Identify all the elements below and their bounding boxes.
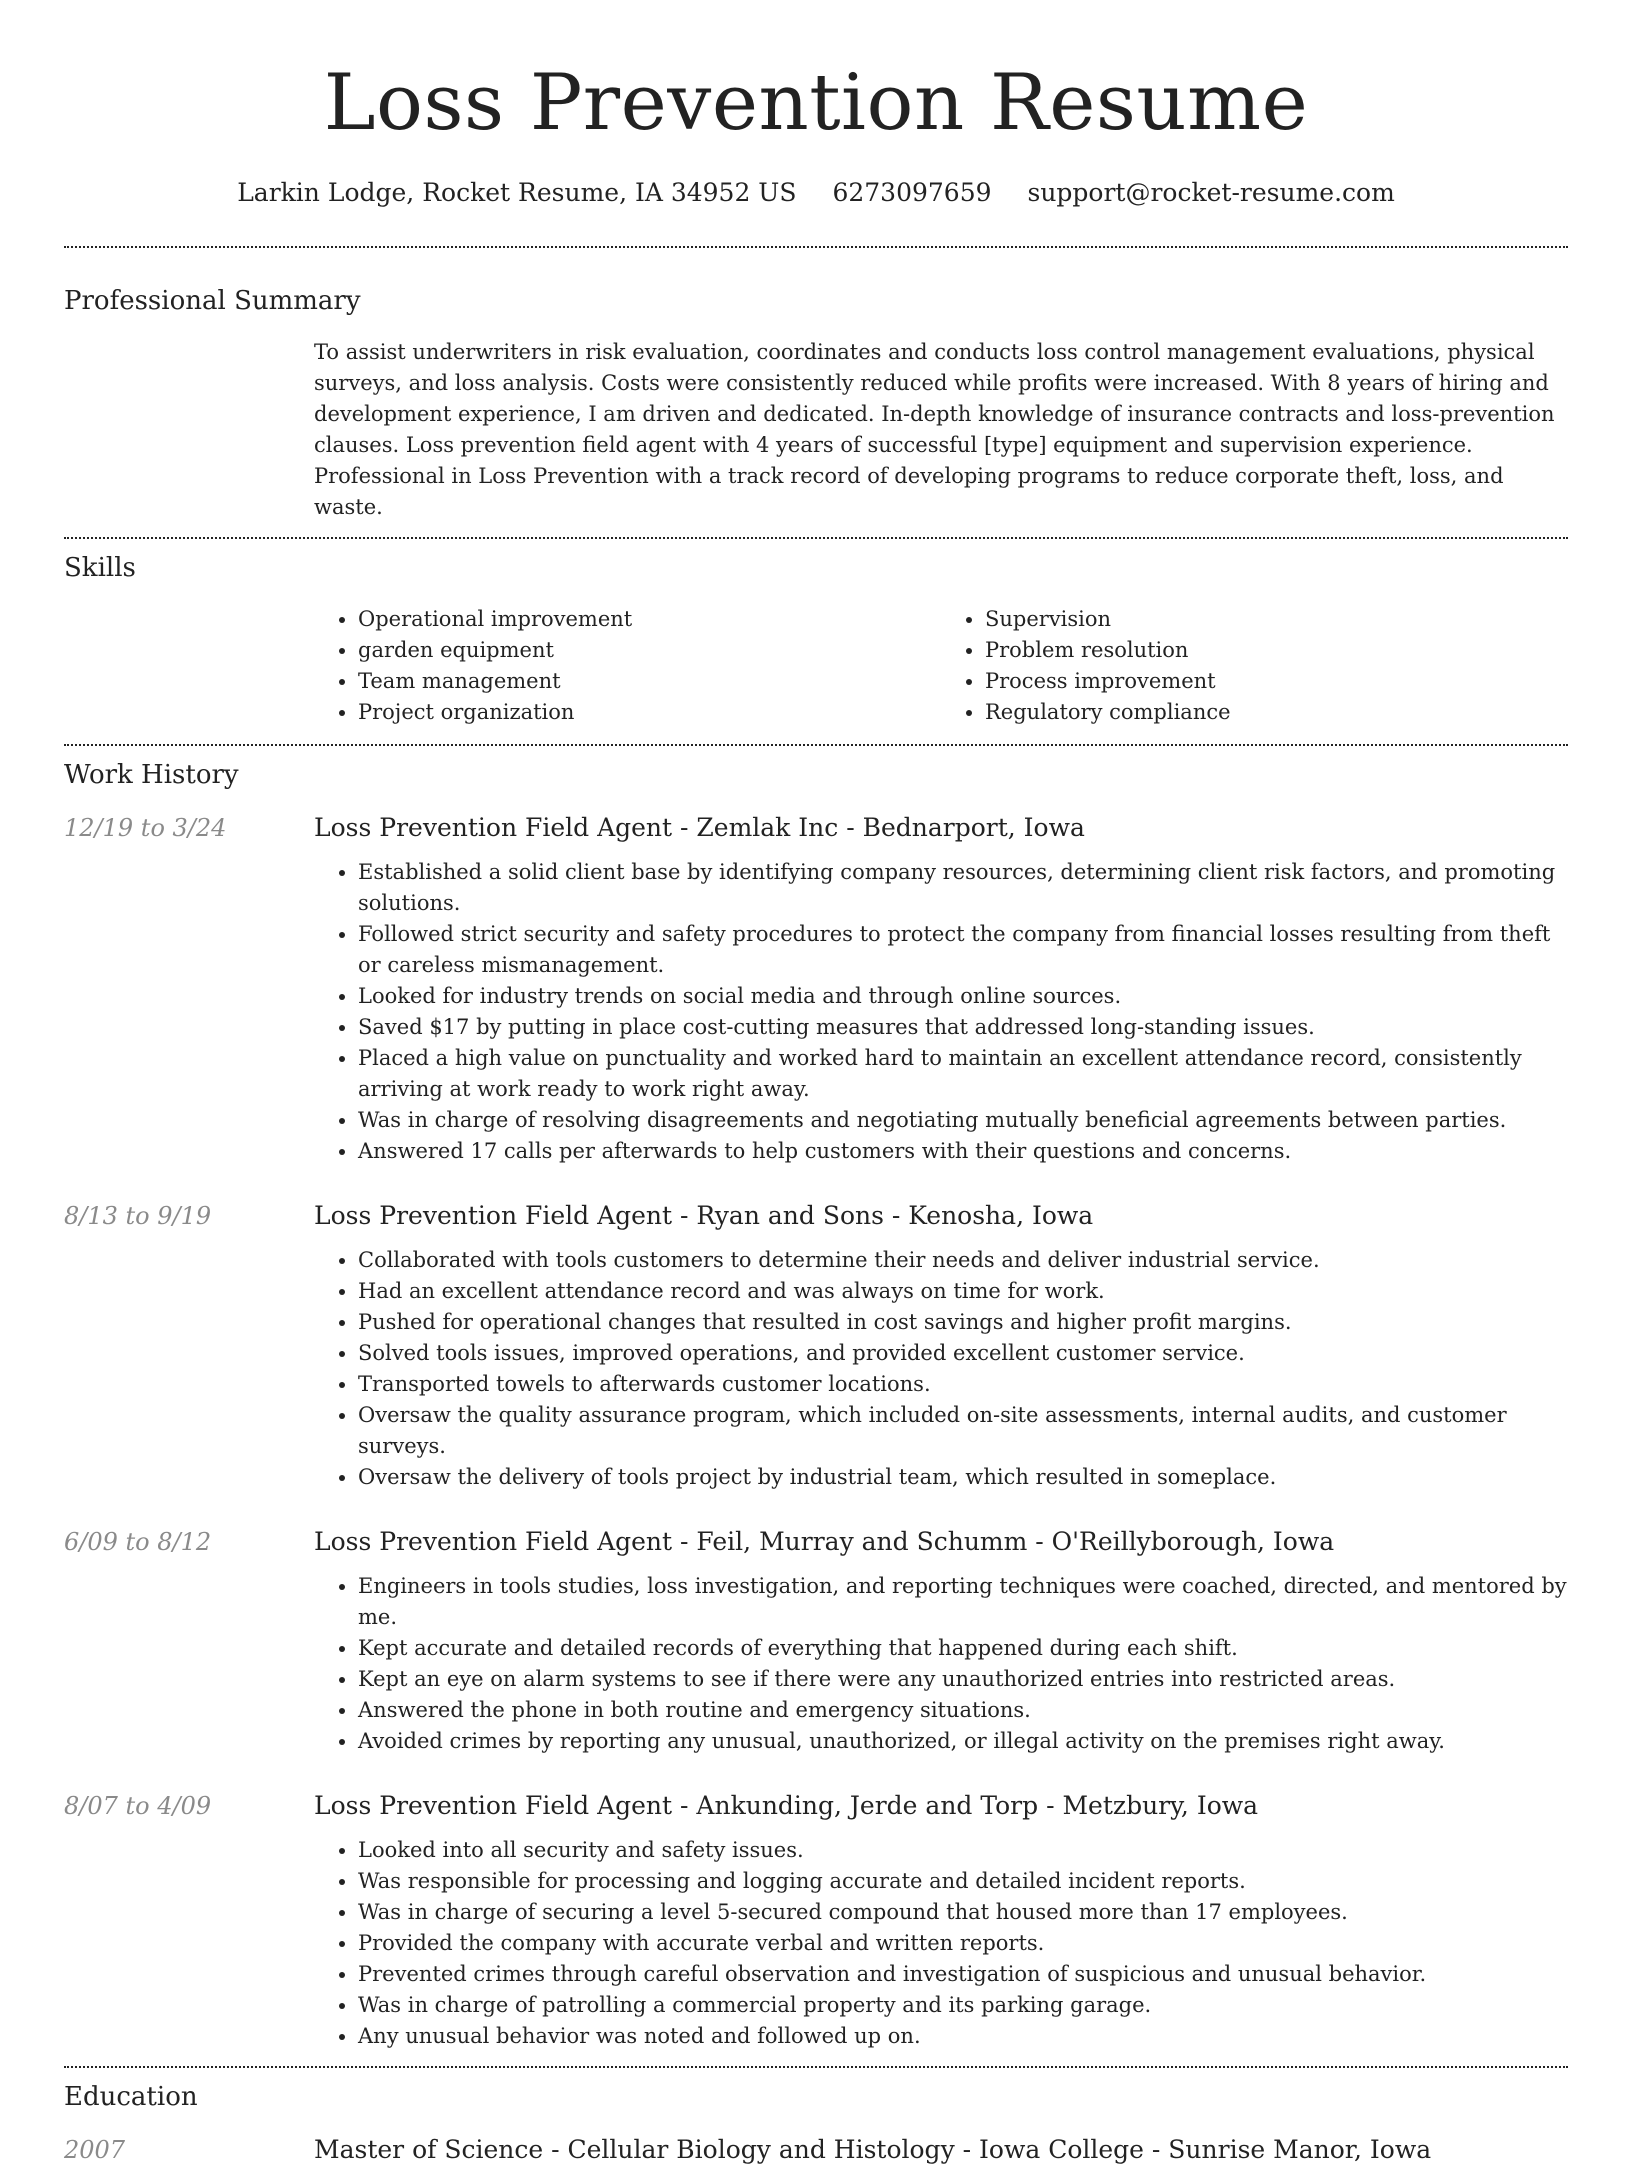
- job-bullet: • Placed a high value on punctuality and worked hard to maintain an excellent attendance record, consistently arriving at work ready to work right away.: [358, 1043, 1568, 1105]
- job-bullets: [314, 1245, 1568, 1493]
- job-bullet: • Transported towels to afterwards customer locations.: [358, 1369, 1568, 1400]
- job-bullet: • Oversaw the delivery of tools project by industrial team, which resulted in someplace.: [358, 1462, 1568, 1493]
- contact-address: Larkin Lodge, Rocket Resume, IA 34952 US: [237, 178, 797, 207]
- job-bullet: • Pushed for operational changes that resulted in cost savings and higher profit margins.: [358, 1307, 1568, 1338]
- job-bullet: • Was responsible for processing and logging accurate and detailed incident reports.: [358, 1866, 1568, 1897]
- job-bullet: • Was in charge of securing a level 5-secured compound that housed more than 17 employees.: [358, 1897, 1568, 1928]
- education-title: Master of Science - Cellular Biology and Histology - Iowa College - Sunrise Manor, Iowa: [314, 2135, 1432, 2164]
- job-bullet: • Looked for industry trends on social media and through online sources.: [358, 981, 1568, 1012]
- contact-email: support@rocket-resume.com: [1027, 178, 1395, 207]
- contact-line: [64, 176, 1568, 210]
- job-date: 12/19 to 3/24: [64, 814, 227, 842]
- resume-title: Loss Prevention Resume: [323, 58, 1309, 148]
- job-bullet: • Answered 17 calls per afterwards to help customers with their questions and concerns.: [358, 1136, 1568, 1167]
- job-bullet: • Answered the phone in both routine and emergency situations.: [358, 1695, 1568, 1726]
- job-bullet: • Looked into all security and safety issues.: [358, 1835, 1568, 1866]
- job-date: 8/07 to 4/09: [64, 1792, 212, 1820]
- job-bullets: [314, 1571, 1568, 1757]
- job-bullet: • Oversaw the quality assurance program, which included on-site assessments, internal audits, and customer surveys.: [358, 1400, 1568, 1462]
- job-bullet: • Prevented crimes through careful observation and investigation of suspicious and unusual behavior.: [358, 1959, 1568, 1990]
- section-title-skills: Skills: [64, 553, 136, 583]
- summary-section: [64, 248, 1568, 537]
- job-bullet: • Was in charge of patrolling a commercial property and its parking garage.: [358, 1990, 1568, 2021]
- skill-item: • Problem resolution: [985, 635, 1568, 666]
- summary-text: To assist underwriters in risk evaluation, coordinates and conducts loss control management evaluations, physical surveys, and loss analysis. Costs were consistently reduced while profits were increased. With 8 years of hiring and development experience, I am driven and dedicated. In-depth knowledge of insurance contracts and loss-prevention clauses. Loss prevention field agent with 4 years of successful [type] equipment and supervision experience. Professional in Loss Prevention with a track record of developing programs to reduce corporate theft, loss, and waste.: [314, 340, 1555, 519]
- education-entry: [64, 2133, 1568, 2167]
- education-date: 2007: [64, 2136, 126, 2164]
- job-bullet: • Kept accurate and detailed records of everything that happened during each shift.: [358, 1633, 1568, 1664]
- job-bullet: • Collaborated with tools customers to determine their needs and deliver industrial service.: [358, 1245, 1568, 1276]
- skill-item: • Project organization: [358, 697, 941, 728]
- job-bullet: • Saved $17 by putting in place cost-cutting measures that addressed long-standing issues.: [358, 1012, 1568, 1043]
- job-bullet: • Was in charge of resolving disagreements and negotiating mutually beneficial agreements between parties.: [358, 1105, 1568, 1136]
- job-bullet: • Engineers in tools studies, loss investigation, and reporting techniques were coached, directed, and mentored by me.: [358, 1571, 1568, 1633]
- contact-phone: 6273097659: [832, 178, 992, 207]
- skill-item: • garden equipment: [358, 635, 941, 666]
- section-title-education: Education: [64, 2082, 198, 2112]
- work-section: [64, 746, 1568, 2052]
- job-title: Loss Prevention Field Agent - Feil, Murray and Schumm - O'Reillyborough, Iowa: [314, 1527, 1335, 1556]
- job-bullet: • Kept an eye on alarm systems to see if there were any unauthorized entries into restricted areas.: [358, 1664, 1568, 1695]
- job-bullets: [314, 1835, 1568, 2052]
- job-date: 8/13 to 9/19: [64, 1202, 212, 1230]
- skill-item: • Supervision: [985, 604, 1568, 635]
- skills-list-right: [941, 604, 1568, 728]
- job-title: Loss Prevention Field Agent - Zemlak Inc - Bednarport, Iowa: [314, 813, 1085, 842]
- job-bullet: • Any unusual behavior was noted and followed up on.: [358, 2021, 1568, 2052]
- job-bullet: • Solved tools issues, improved operations, and provided excellent customer service.: [358, 1338, 1568, 1369]
- job-entry: [64, 811, 1568, 1167]
- job-bullet: • Provided the company with accurate verbal and written reports.: [358, 1928, 1568, 1959]
- section-title-work: Work History: [64, 760, 239, 790]
- education-section: [64, 2068, 1568, 2167]
- job-title: Loss Prevention Field Agent - Ankunding, Jerde and Torp - Metzbury, Iowa: [314, 1791, 1259, 1820]
- skill-item: • Process improvement: [985, 666, 1568, 697]
- job-bullet: • Followed strict security and safety procedures to protect the company from financial losses resulting from theft or careless mismanagement.: [358, 919, 1568, 981]
- job-entry: [64, 1525, 1568, 1757]
- skills-section: [64, 539, 1568, 744]
- job-bullet: • Had an excellent attendance record and was always on time for work.: [358, 1276, 1568, 1307]
- skills-list-left: [314, 604, 941, 728]
- skill-item: • Regulatory compliance: [985, 697, 1568, 728]
- section-title-summary: Professional Summary: [64, 286, 361, 316]
- job-title: Loss Prevention Field Agent - Ryan and Sons - Kenosha, Iowa: [314, 1201, 1094, 1230]
- job-bullet: • Established a solid client base by identifying company resources, determining client risk factors, and promoting solutions.: [358, 857, 1568, 919]
- skill-item: • Operational improvement: [358, 604, 941, 635]
- job-date: 6/09 to 8/12: [64, 1528, 212, 1556]
- skill-item: • Team management: [358, 666, 941, 697]
- job-entry: [64, 1199, 1568, 1493]
- job-bullets: [314, 857, 1568, 1167]
- job-bullet: • Avoided crimes by reporting any unusual, unauthorized, or illegal activity on the premises right away.: [358, 1726, 1568, 1757]
- job-entry: [64, 1789, 1568, 2052]
